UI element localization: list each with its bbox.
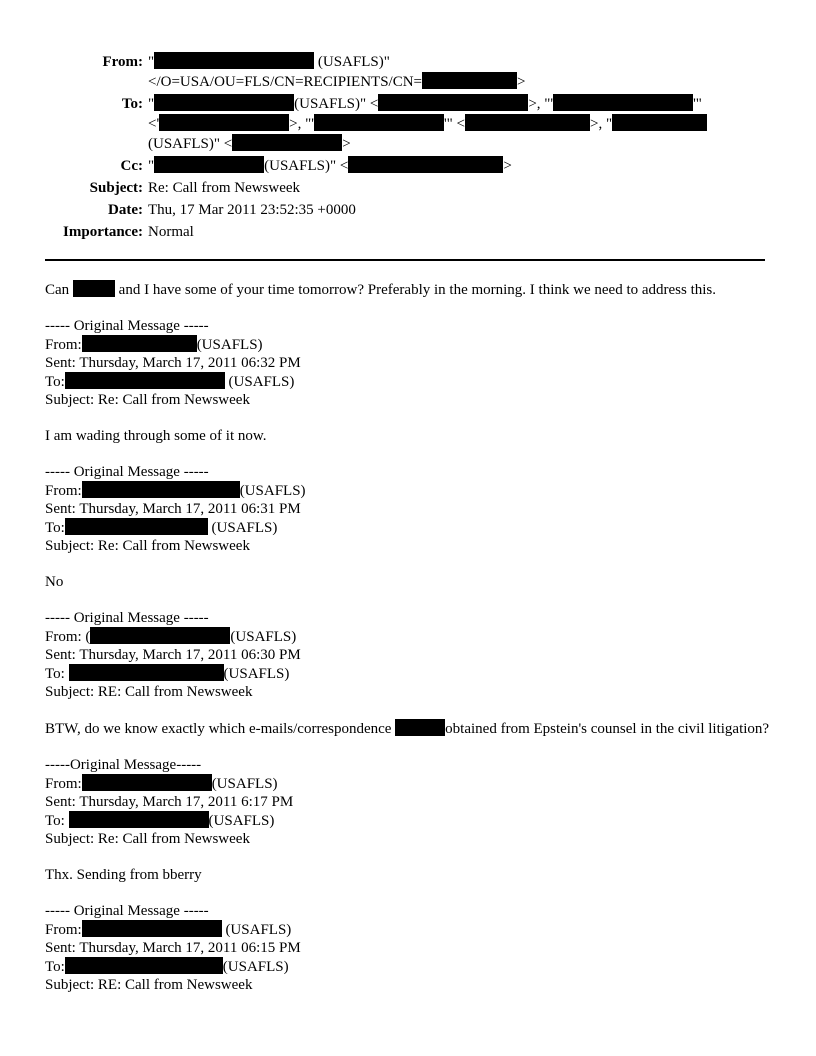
original-message-separator: ----- Original Message -----: [45, 610, 209, 626]
original-message: [45, 463, 775, 609]
redaction-box: [378, 94, 528, 111]
from-prefix: From:: [45, 776, 82, 792]
date-value: Thu, 17 Mar 2011 23:52:35 +0000: [148, 202, 356, 218]
orig-reply: Thx. Sending from bberry: [45, 867, 202, 883]
subject-label: Subject:: [89, 180, 143, 196]
redaction-box: [159, 114, 289, 131]
reply-text-b: and I have some of your time tomorrow? Preferably in the morning. I think we need to address this.: [114, 282, 717, 298]
orig-to: [45, 664, 775, 683]
from-label: From:: [102, 54, 143, 70]
reply-text: [45, 280, 775, 299]
orig-sent: Sent: Thursday, March 17, 2011 06:15 PM: [45, 940, 301, 956]
orig-from: [45, 627, 775, 646]
from-prefix: From: (: [45, 629, 91, 645]
redaction-box: [154, 52, 314, 69]
original-message: [45, 609, 775, 756]
original-message-separator: ----- Original Message -----: [45, 903, 209, 919]
to-text-c: '": [693, 96, 702, 112]
orig-from: [45, 335, 775, 354]
redaction-box: [73, 280, 115, 297]
header-importance-row: [0, 222, 816, 242]
org-suffix: (USAFLS): [222, 959, 289, 975]
redaction-box: [553, 94, 693, 111]
to-line2-d: >, ": [590, 116, 613, 132]
cc-quote: ": [148, 158, 155, 174]
cc-text-b: >: [503, 158, 512, 174]
orig-subject: Subject: Re: Call from Newsweek: [45, 831, 250, 847]
org-suffix: (USAFLS): [196, 337, 263, 353]
redaction-box: [154, 94, 294, 111]
header-to-row: [0, 94, 816, 154]
to-line2-a: <': [148, 116, 160, 132]
org-suffix: (USAFLS): [211, 776, 278, 792]
to-line3-a: (USAFLS)" <: [148, 136, 233, 152]
org-suffix: (USAFLS): [230, 629, 297, 645]
redaction-box: [348, 156, 503, 173]
redaction-box: [65, 957, 223, 974]
orig-to: [45, 811, 775, 830]
redaction-box: [82, 335, 197, 352]
date-label: Date:: [108, 202, 143, 218]
org-suffix: (USAFLS): [223, 666, 290, 682]
from-prefix: From:: [45, 483, 82, 499]
redaction-box: [395, 719, 445, 736]
to-text-b: >, "': [528, 96, 554, 112]
redaction-box: [69, 811, 209, 828]
org-suffix: (USAFLS): [221, 922, 292, 938]
redaction-box: [82, 774, 212, 791]
redaction-box: [69, 664, 224, 681]
cc-text-a: (USAFLS)" <: [264, 158, 349, 174]
orig-reply: [45, 719, 775, 738]
orig-from: [45, 774, 775, 793]
orig-sent: Sent: Thursday, March 17, 2011 06:31 PM: [45, 501, 301, 517]
to-text-a: (USAFLS)" <: [294, 96, 379, 112]
to-line2-c: '" <: [443, 116, 466, 132]
org-suffix: (USAFLS): [239, 483, 306, 499]
reply-text-b: obtained from Epstein's counsel in the civil litigation?: [445, 721, 770, 737]
org-suffix: (USAFLS): [207, 520, 278, 536]
orig-reply: I am wading through some of it now.: [45, 428, 267, 444]
to-value: [143, 94, 768, 154]
original-message-separator: -----Original Message-----: [45, 757, 202, 773]
redaction-box: [65, 518, 208, 535]
redaction-box: [154, 156, 264, 173]
reply-text-a: Can: [45, 282, 73, 298]
orig-to: [45, 957, 775, 976]
original-message-separator: ----- Original Message -----: [45, 464, 209, 480]
orig-subject: Subject: Re: Call from Newsweek: [45, 392, 250, 408]
orig-from: [45, 481, 775, 500]
to-prefix: To:: [45, 520, 65, 536]
orig-sent: Sent: Thursday, March 17, 2011 06:32 PM: [45, 355, 301, 371]
email-header: [0, 52, 816, 244]
to-prefix: To:: [45, 374, 65, 390]
redaction-box: [232, 134, 342, 151]
orig-from: [45, 920, 775, 939]
from-prefix: From:: [45, 337, 82, 353]
to-prefix: To:: [45, 813, 69, 829]
from-prefix: From:: [45, 922, 82, 938]
to-prefix: To:: [45, 959, 65, 975]
cc-label: Cc:: [120, 158, 143, 174]
original-message: [45, 317, 775, 463]
from-address-end: >: [517, 74, 526, 90]
from-address-path: </O=USA/OU=FLS/CN=RECIPIENTS/CN=: [148, 74, 422, 90]
org-suffix: (USAFLS): [208, 813, 275, 829]
header-divider: [45, 259, 765, 261]
original-message-separator: ----- Original Message -----: [45, 318, 209, 334]
org-suffix: (USAFLS): [224, 374, 295, 390]
importance-label: Importance:: [63, 224, 143, 240]
subject-value: Re: Call from Newsweek: [148, 180, 301, 196]
to-label: To:: [121, 96, 143, 112]
redaction-box: [422, 72, 517, 89]
redaction-box: [65, 372, 225, 389]
original-message: [45, 902, 775, 994]
redaction-box: [465, 114, 590, 131]
orig-to: [45, 518, 775, 537]
redaction-box: [90, 627, 230, 644]
header-cc-row: [0, 156, 816, 176]
email-body: [45, 280, 775, 994]
from-value: [143, 52, 768, 92]
header-date-row: [0, 200, 816, 220]
orig-sent: Sent: Thursday, March 17, 2011 06:30 PM: [45, 647, 301, 663]
orig-sent: Sent: Thursday, March 17, 2011 6:17 PM: [45, 794, 294, 810]
orig-to: [45, 372, 775, 391]
to-line3-b: >: [342, 136, 351, 152]
redaction-box: [612, 114, 707, 131]
original-message: [45, 756, 775, 902]
header-subject-row: [0, 178, 816, 198]
orig-reply: No: [45, 574, 64, 590]
redaction-box: [82, 920, 222, 937]
from-quote: ": [148, 54, 155, 70]
header-from-row: [0, 52, 816, 92]
redaction-box: [314, 114, 444, 131]
from-suffix: (USAFLS)": [314, 54, 390, 70]
orig-subject: Subject: RE: Call from Newsweek: [45, 684, 253, 700]
to-line2-b: >, "': [289, 116, 314, 132]
to-quote: ": [148, 96, 155, 112]
orig-subject: Subject: Re: Call from Newsweek: [45, 538, 250, 554]
reply-text-a: BTW, do we know exactly which e-mails/correspondence: [45, 721, 396, 737]
importance-value: Normal: [148, 224, 194, 240]
orig-subject: Subject: RE: Call from Newsweek: [45, 977, 253, 993]
to-prefix: To:: [45, 666, 69, 682]
cc-value: [143, 156, 768, 176]
redaction-box: [82, 481, 240, 498]
